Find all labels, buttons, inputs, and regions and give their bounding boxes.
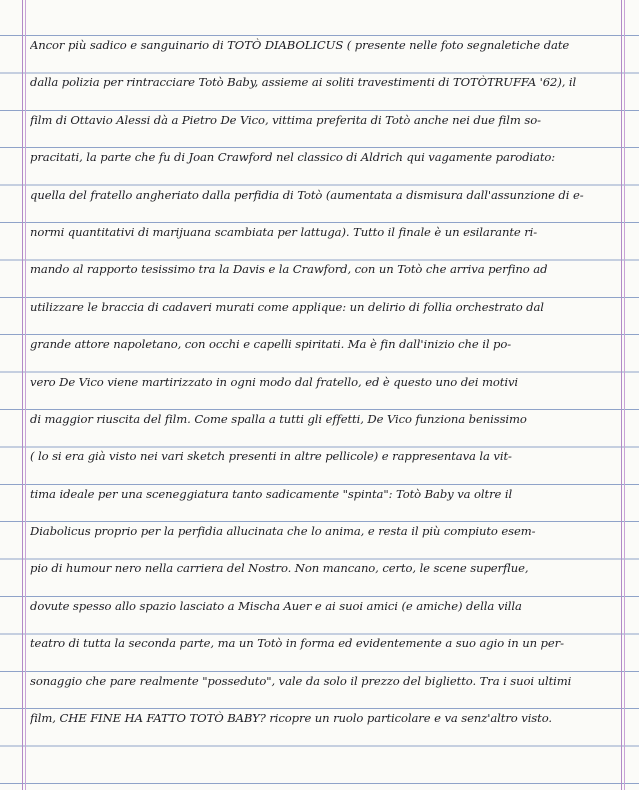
text-line: vero De Vico viene martirizzato in ogni modo dal fratello, ed è questo uno dei motivi [30,374,518,389]
text-line: grande attore napoletano, con occhi e capelli spiritati. Ma è fin dall'inizio che il po- [30,337,512,352]
text-line: pio di humour nero nella carriera del Nostro. Non mancano, certo, le scene superflue, [30,561,529,576]
text-line: Ancor più sadico e sanguinario di TOTÒ DIABOLICUS ( presente nelle foto segnaletiche date [30,38,570,52]
text-line: dalla polizia per rintracciare Totò Baby, assieme ai soliti travestimenti di TOTÒTRUFFA '62), il [30,75,577,90]
text-line: ( lo si era già visto nei vari sketch presenti in altre pellicole) e rappresentava la vit- [30,449,512,464]
text-line: teatro di tutta la seconda parte, ma un Totò in forma ed evidentemente a suo agio in un per- [30,636,564,651]
text-line: mando al rapporto tesissimo tra la Davis e la Crawford, con un Totò che arriva perfino ad [30,262,548,277]
text-line: utilizzare le braccia di cadaveri murati come applique: un delirio di follia orchestrato dal [30,299,544,314]
text-line: quella del fratello angheriato dalla perfidia di Totò (aumentata a dismisura dall'assunzione di e- [30,187,584,202]
text-line: di maggior riuscita del film. Come spalla a tutti gli effetti, De Vico funziona benissimo [30,411,527,426]
text-line: tima ideale per una sceneggiatura tanto sadicamente "spinta": Totò Baby va oltre il [30,486,513,501]
text-line: sonaggio che pare realmente "posseduto", vale da solo il prezzo del biglietto. Tra i suoi ultimi [30,673,572,688]
text-line: Diabolicus proprio per la perfidia allucinata che lo anima, e resta il più compiuto esem- [30,524,536,539]
text-line: film, CHE FINE HA FATTO TOTÒ BABY? ricopre un ruolo particolare e va senz'altro visto. [30,711,552,726]
left-margin-line-inner [25,0,26,790]
text-line: film di Ottavio Alessi dà a Pietro De Vico, vittima preferita di Totò anche nei due film so- [30,112,541,127]
left-margin-line [22,0,23,790]
right-margin-line [621,0,622,790]
text-line: normi quantitativi di marijuana scambiata per lattuga). Tutto il finale è un esilarante ri- [30,224,538,239]
right-margin-line-inner [624,0,625,790]
text-line: dovute spesso allo spazio lasciato a Mischa Auer e ai suoi amici (e amiche) della villa [30,598,522,613]
handwritten-text-block [30,34,618,744]
text-line: pracitati, la parte che fu di Joan Crawford nel classico di Aldrich qui vagamente parodiato: [30,150,556,165]
